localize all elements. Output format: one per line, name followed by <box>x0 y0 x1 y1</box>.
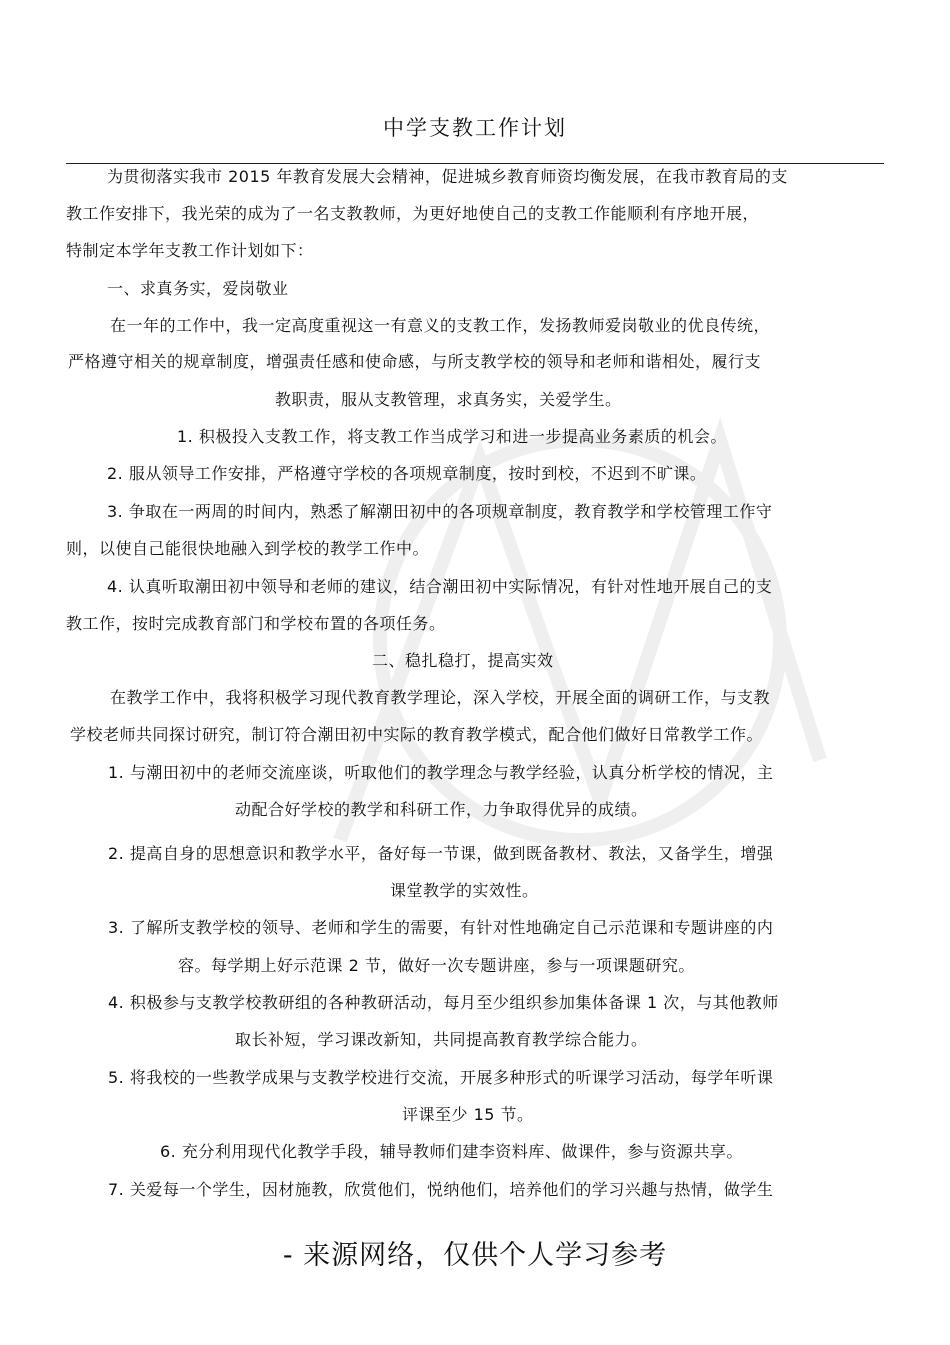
watermark-graphic <box>300 380 860 900</box>
list-item: 教工作，按时完成教育部门和学校布置的各项任务。 <box>66 614 446 633</box>
title-divider <box>66 163 884 164</box>
list-item: 3. 了解所支教学校的领导、老师和学生的需要，有针对性地确定自己示范课和专题讲座的内 <box>108 918 774 937</box>
list-item: 取长补短，学习课改新知，共同提高教育教学综合能力。 <box>235 1030 648 1049</box>
paragraph-line: 在一年的工作中，我一定高度重视这一有意义的支教工作，发扬教师爱岗敬业的优良传统， <box>110 316 771 335</box>
section-heading: 一、求真务实，爱岗敬业 <box>107 279 289 298</box>
list-item: 评课至少 15 节。 <box>402 1105 534 1124</box>
list-item: 容。每学期上好示范课 2 节，做好一次专题讲座，参与一项课题研究。 <box>178 956 695 975</box>
paragraph-line: 在教学工作中，我将积极学习现代教育教学理论，深入学校，开展全面的调研工作，与支教 <box>110 688 771 707</box>
list-item: 则，以使自己能很快地融入到学校的教学工作中。 <box>66 539 430 558</box>
list-item: 6. 充分利用现代化教学手段，辅导教师们建李资料库、做课件，参与资源共享。 <box>160 1142 743 1161</box>
section-heading: 二、稳扎稳打，提高实效 <box>372 651 554 670</box>
list-item: 3. 争取在一两周的时间内，熟悉了解潮田初中的各项规章制度，教育教学和学校管理工作守 <box>107 502 773 521</box>
page-footer: - 来源网络，仅供个人学习参考 <box>282 1240 668 1271</box>
list-item: 4. 积极参与支教学校教研组的各种教研活动，每月至少组织参加集体备课 1 次，与其他教师 <box>108 993 779 1012</box>
paragraph-line: 严格遵守相关的规章制度，增强责任感和使命感，与所支教学校的领导和老师和谐相处，履行支 <box>68 352 762 371</box>
paragraph-line: 为贯彻落实我市 2015 年教育发展大会精神，促进城乡教育师资均衡发展，在我市教育局的支 <box>107 167 788 186</box>
paragraph-line: 学校老师共同探讨研究，制订符合潮田初中实际的教育教学模式，配合他们做好日常教学工作。 <box>70 725 764 744</box>
list-item: 5. 将我校的一些教学成果与支教学校进行交流，开展多种形式的听课学习活动，每学年听课 <box>108 1068 774 1087</box>
list-item: 课堂教学的实效性。 <box>390 881 539 900</box>
list-item: 7. 关爱每一个学生，因材施教，欣赏他们，悦纳他们，培养他们的学习兴趣与热情，做学生 <box>108 1180 774 1199</box>
paragraph-line: 教工作安排下，我光荣的成为了一名支教教师，为更好地使自己的支教工作能顺利有序地开展， <box>66 204 760 223</box>
list-item: 动配合好学校的教学和科研工作，力争取得优异的成绩。 <box>235 800 648 819</box>
paragraph-line: 教职责，服从支教管理，求真务实，关爱学生。 <box>275 390 622 409</box>
paragraph-line: 特制定本学年支教工作计划如下： <box>66 241 314 260</box>
list-item: 4. 认真听取潮田初中领导和老师的建议，结合潮田初中实际情况，有针对性地开展自己的支 <box>107 577 773 596</box>
list-item: 1. 与潮田初中的老师交流座谈，听取他们的教学理念与教学经验，认真分析学校的情况，主 <box>108 763 774 782</box>
list-item: 1. 积极投入支教工作，将支教工作当成学习和进一步提高业务素质的机会。 <box>177 427 727 446</box>
list-item: 2. 提高自身的思想意识和教学水平，备好每一节课，做到既备教材、教法，又备学生，增强 <box>108 844 774 863</box>
document-title: 中学支教工作计划 <box>383 116 567 140</box>
list-item: 2. 服从领导工作安排，严格遵守学校的各项规章制度，按时到校，不迟到不旷课。 <box>107 464 707 483</box>
